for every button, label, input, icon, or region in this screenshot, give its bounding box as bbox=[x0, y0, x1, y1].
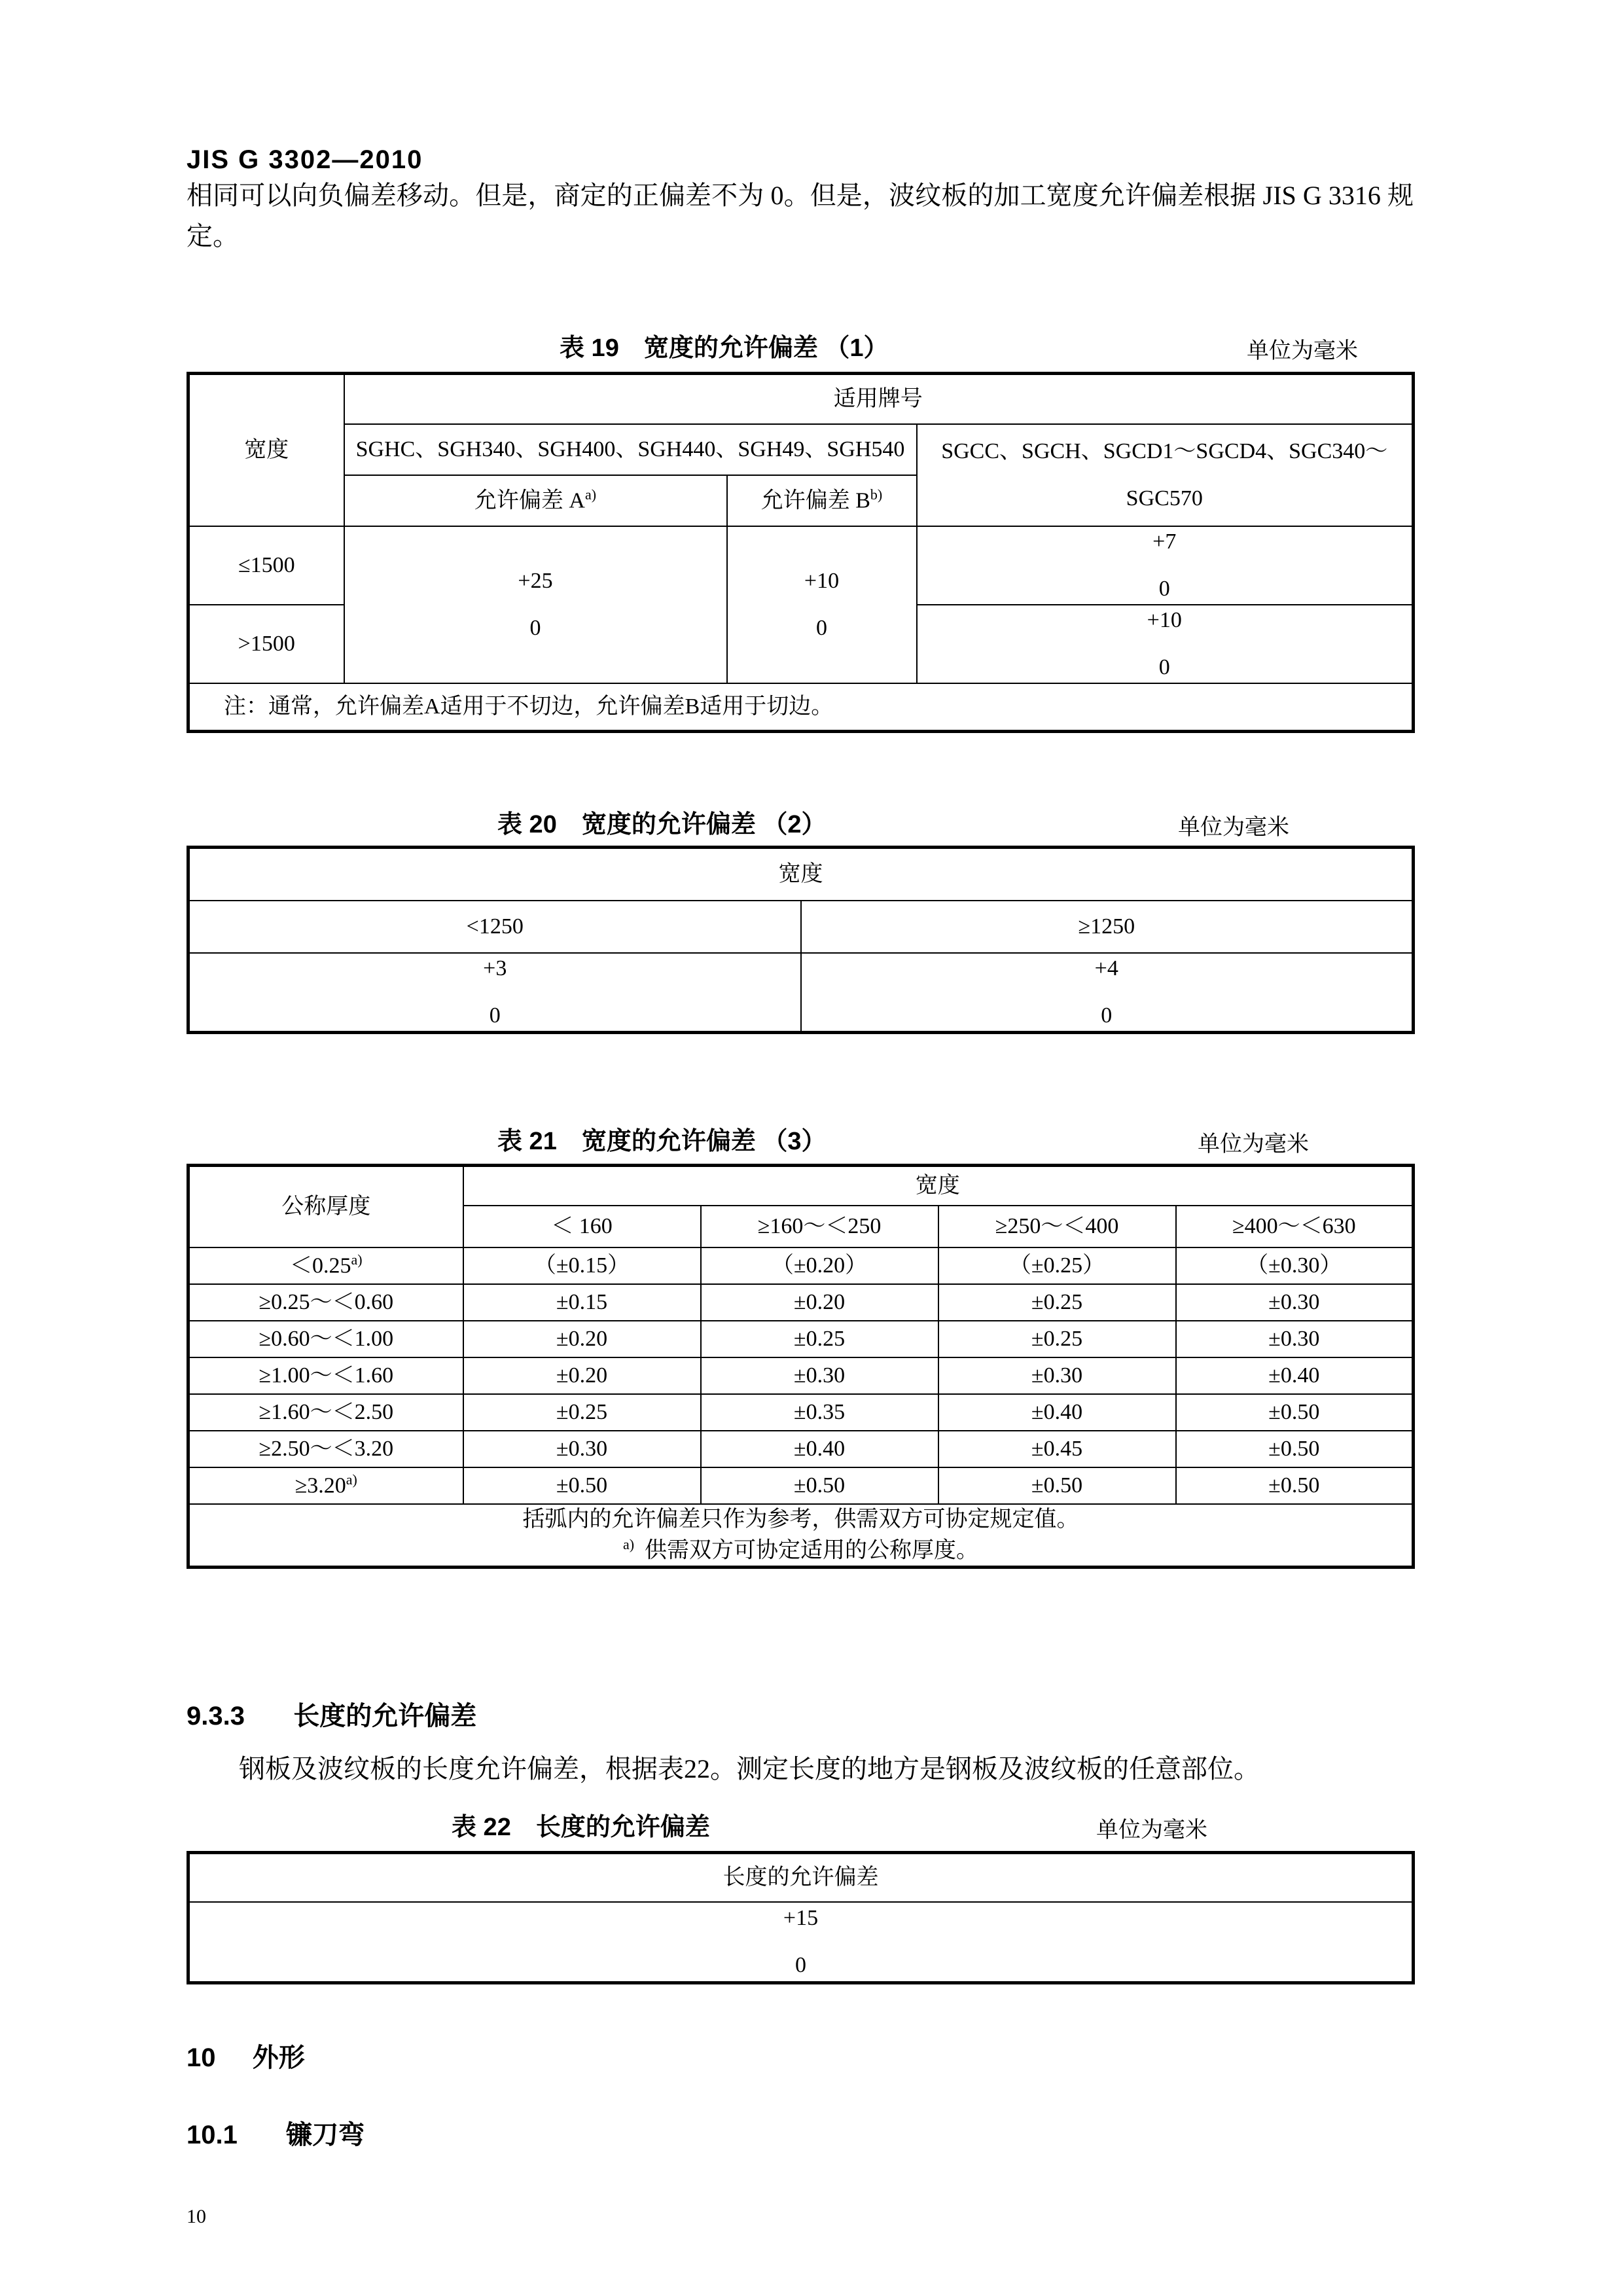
table19-tolerance-a-value bbox=[344, 526, 727, 683]
table21-note-2-wrapper bbox=[194, 1535, 1408, 1566]
table21-note-1: 括弧内的允许偏差只作为参考，供需双方可协定规定值。 bbox=[522, 1507, 1079, 1532]
table21-cell-5-1: ±0.40 bbox=[701, 1431, 938, 1467]
table21-cell-5-0: ±0.30 bbox=[463, 1431, 701, 1467]
table19-tolerance-a-zero: 0 bbox=[529, 615, 541, 640]
table19-grade-group-b-line2: SGC570 bbox=[1126, 486, 1203, 511]
table19-grade-group-b-line1: SGCC、SGCH、SGCD1～SGCD4、SGC340～ bbox=[941, 439, 1388, 464]
table21-cell-3-3: ±0.40 bbox=[1176, 1357, 1414, 1394]
table21-thickness-6 bbox=[188, 1467, 463, 1504]
table20-value-lt1250 bbox=[188, 953, 801, 1032]
table19-tolerance-a-header bbox=[344, 475, 727, 526]
table20-col-lt1250: <1250 bbox=[188, 901, 801, 953]
section-9-3-3-number: 9.3.3 bbox=[187, 1702, 245, 1731]
section-10-1-number: 10.1 bbox=[187, 2121, 238, 2149]
table19-note: 注：通常，允许偏差A适用于不切边，允许偏差B适用于切边。 bbox=[188, 683, 1414, 732]
table21-cell-4-3: ±0.50 bbox=[1176, 1394, 1414, 1431]
table21-col-header-2: ≥250～＜400 bbox=[938, 1206, 1176, 1247]
table-row bbox=[188, 1247, 1414, 1284]
table21-caption: 表 21 宽度的允许偏差 （3） bbox=[497, 1128, 827, 1155]
table19-header-row-2 bbox=[188, 424, 1414, 475]
table21-thickness-label-6: ≥3.20 bbox=[294, 1473, 346, 1498]
table19-grade-group-header: 适用牌号 bbox=[344, 374, 1414, 425]
table19-sgc-value-le1500 bbox=[917, 526, 1414, 605]
table22-caption: 表 22 长度的允许偏差 bbox=[452, 1814, 710, 1841]
page-number: 10 bbox=[187, 2206, 206, 2227]
section-10-heading bbox=[187, 2037, 305, 2074]
table21-row-header: 公称厚度 bbox=[188, 1166, 463, 1248]
table22-value-row bbox=[188, 1902, 1414, 1983]
table19-tolerance-a-plus: +25 bbox=[518, 568, 553, 593]
table19-row-le1500 bbox=[188, 526, 1414, 605]
table20-ge1250-zero: 0 bbox=[1101, 1003, 1113, 1028]
table21-thickness-mark-0: a) bbox=[351, 1251, 363, 1268]
table21-thickness-label-0: ＜0.25 bbox=[289, 1253, 351, 1278]
table21-cell-3-2: ±0.30 bbox=[938, 1357, 1176, 1394]
table22-value bbox=[188, 1902, 1414, 1983]
table21-note-2-mark: a) bbox=[622, 1535, 635, 1552]
intro-paragraph: 相同可以向负偏差移动。但是，商定的正偏差不为 0。但是，波纹板的加工宽度允许偏差根据 JIS G 3316 规定。 bbox=[187, 181, 1414, 251]
table19-grade-group-b bbox=[917, 424, 1414, 526]
table19-tolerance-b-value bbox=[727, 526, 917, 683]
table20-subheader-row bbox=[188, 901, 1414, 953]
table19-tolerance-a-label: 允许偏差 A bbox=[474, 488, 585, 513]
table21-thickness-0 bbox=[188, 1247, 463, 1284]
table21-cell-4-0: ±0.25 bbox=[463, 1394, 701, 1431]
table19-caption: 表 19 宽度的允许偏差 （1） bbox=[560, 334, 889, 362]
table19-sgc-gt1500-plus: +10 bbox=[1147, 607, 1182, 632]
table21-note-2: 供需双方可协定适用的公称厚度。 bbox=[645, 1538, 979, 1563]
table22-value-zero: 0 bbox=[795, 1953, 806, 1977]
section-10-title: 外形 bbox=[252, 2043, 305, 2072]
table21-thickness-3: ≥1.00～＜1.60 bbox=[188, 1357, 463, 1394]
table21-cell-6-2: ±0.50 bbox=[938, 1467, 1176, 1504]
table20-lt1250-zero: 0 bbox=[489, 1003, 501, 1028]
table21-header-row-1 bbox=[188, 1166, 1414, 1206]
table22-header: 长度的允许偏差 bbox=[188, 1853, 1414, 1903]
table19-header-row-1 bbox=[188, 374, 1414, 425]
table21-thickness-4: ≥1.60～＜2.50 bbox=[188, 1394, 463, 1431]
table21-unit: 单位为毫米 bbox=[1198, 1132, 1309, 1157]
table19-sgc-le1500-plus: +7 bbox=[1152, 529, 1177, 554]
table21-cell-1-0: ±0.15 bbox=[463, 1284, 701, 1321]
table21-cell-4-2: ±0.40 bbox=[938, 1394, 1176, 1431]
section-10-1-heading bbox=[187, 2114, 365, 2151]
table-row bbox=[188, 1431, 1414, 1467]
table-row bbox=[188, 1284, 1414, 1321]
section-9-3-3-heading bbox=[187, 1695, 476, 1732]
table21-note-row bbox=[188, 1504, 1414, 1568]
standard-reference-header: JIS G 3302—2010 bbox=[187, 145, 423, 174]
table21-group-header: 宽度 bbox=[463, 1166, 1414, 1206]
section-9-3-3-paragraph: 钢板及波纹板的长度允许偏差，根据表22。测定长度的地方是钢板及波纹板的任意部位。 bbox=[239, 1754, 1260, 1784]
table21-cell-0-3: （±0.30） bbox=[1176, 1247, 1414, 1284]
table21-thickness-1: ≥0.25～＜0.60 bbox=[188, 1284, 463, 1321]
table21-cell-3-1: ±0.30 bbox=[701, 1357, 938, 1394]
table19-sgc-le1500-zero: 0 bbox=[1158, 576, 1170, 601]
table21-cell-2-2: ±0.25 bbox=[938, 1321, 1176, 1357]
table19-tolerance-b-label: 允许偏差 B bbox=[760, 488, 870, 513]
table19 bbox=[187, 372, 1415, 733]
table21-thickness-5: ≥2.50～＜3.20 bbox=[188, 1431, 463, 1467]
table19-width-le1500: ≤1500 bbox=[188, 526, 344, 605]
table21-cell-1-2: ±0.25 bbox=[938, 1284, 1176, 1321]
table21-cell-6-1: ±0.50 bbox=[701, 1467, 938, 1504]
table20 bbox=[187, 846, 1415, 1034]
table21-cell-6-0: ±0.50 bbox=[463, 1467, 701, 1504]
table21 bbox=[187, 1164, 1415, 1569]
table20-unit: 单位为毫米 bbox=[1178, 816, 1289, 840]
table19-tolerance-b-footnote-mark: b) bbox=[870, 486, 883, 503]
table-row bbox=[188, 1394, 1414, 1431]
table21-thickness-mark-6: a) bbox=[346, 1471, 357, 1488]
table21-cell-2-1: ±0.25 bbox=[701, 1321, 938, 1357]
table21-col-header-3: ≥400～＜630 bbox=[1176, 1206, 1414, 1247]
table22 bbox=[187, 1851, 1415, 1984]
table21-col-header-1: ≥160～＜250 bbox=[701, 1206, 938, 1247]
table-row bbox=[188, 1357, 1414, 1394]
table-row bbox=[188, 1321, 1414, 1357]
table21-cell-2-0: ±0.20 bbox=[463, 1321, 701, 1357]
table21-thickness-2: ≥0.60～＜1.00 bbox=[188, 1321, 463, 1357]
table21-cell-5-2: ±0.45 bbox=[938, 1431, 1176, 1467]
table19-width-gt1500: >1500 bbox=[188, 605, 344, 683]
table20-lt1250-plus: +3 bbox=[483, 956, 507, 980]
table22-header-row bbox=[188, 1853, 1414, 1903]
table21-cell-2-3: ±0.30 bbox=[1176, 1321, 1414, 1357]
table22-value-plus: +15 bbox=[783, 1906, 819, 1931]
section-10-number: 10 bbox=[187, 2043, 216, 2072]
table21-cell-1-1: ±0.20 bbox=[701, 1284, 938, 1321]
section-9-3-3-title: 长度的允许偏差 bbox=[293, 1702, 477, 1731]
table20-value-ge1250 bbox=[801, 953, 1414, 1032]
table21-cell-0-2: （±0.25） bbox=[938, 1247, 1176, 1284]
table19-sgc-gt1500-zero: 0 bbox=[1158, 655, 1170, 679]
section-10-1-title: 镰刀弯 bbox=[286, 2121, 365, 2149]
table20-value-row bbox=[188, 953, 1414, 1032]
table19-grade-group-a: SGHC、SGH340、SGH400、SGH440、SGH49、SGH540 bbox=[344, 424, 917, 475]
table19-width-header: 宽度 bbox=[188, 374, 344, 527]
table21-notes bbox=[188, 1504, 1414, 1568]
table-row bbox=[188, 1467, 1414, 1504]
table21-cell-1-3: ±0.30 bbox=[1176, 1284, 1414, 1321]
table21-cell-4-1: ±0.35 bbox=[701, 1394, 938, 1431]
table21-cell-3-0: ±0.20 bbox=[463, 1357, 701, 1394]
table19-tolerance-b-zero: 0 bbox=[816, 615, 827, 640]
table20-ge1250-plus: +4 bbox=[1094, 956, 1118, 980]
table19-note-row bbox=[188, 683, 1414, 732]
table21-cell-6-3: ±0.50 bbox=[1176, 1467, 1414, 1504]
table19-tolerance-b-plus: +10 bbox=[804, 568, 840, 593]
table21-cell-0-0: （±0.15） bbox=[463, 1247, 701, 1284]
table20-col-ge1250: ≥1250 bbox=[801, 901, 1414, 953]
table19-tolerance-b-header bbox=[727, 475, 917, 526]
table21-col-header-0: ＜ 160 bbox=[463, 1206, 701, 1247]
table20-group-header: 宽度 bbox=[188, 848, 1414, 901]
table20-header-row bbox=[188, 848, 1414, 901]
table19-tolerance-a-footnote-mark: a) bbox=[584, 486, 597, 503]
table21-cell-0-1: （±0.20） bbox=[701, 1247, 938, 1284]
table20-caption: 表 20 宽度的允许偏差 （2） bbox=[497, 811, 827, 838]
table19-sgc-value-gt1500 bbox=[917, 605, 1414, 683]
table21-cell-5-3: ±0.50 bbox=[1176, 1431, 1414, 1467]
table22-unit: 单位为毫米 bbox=[1096, 1818, 1207, 1842]
table19-unit: 单位为毫米 bbox=[1247, 339, 1358, 363]
